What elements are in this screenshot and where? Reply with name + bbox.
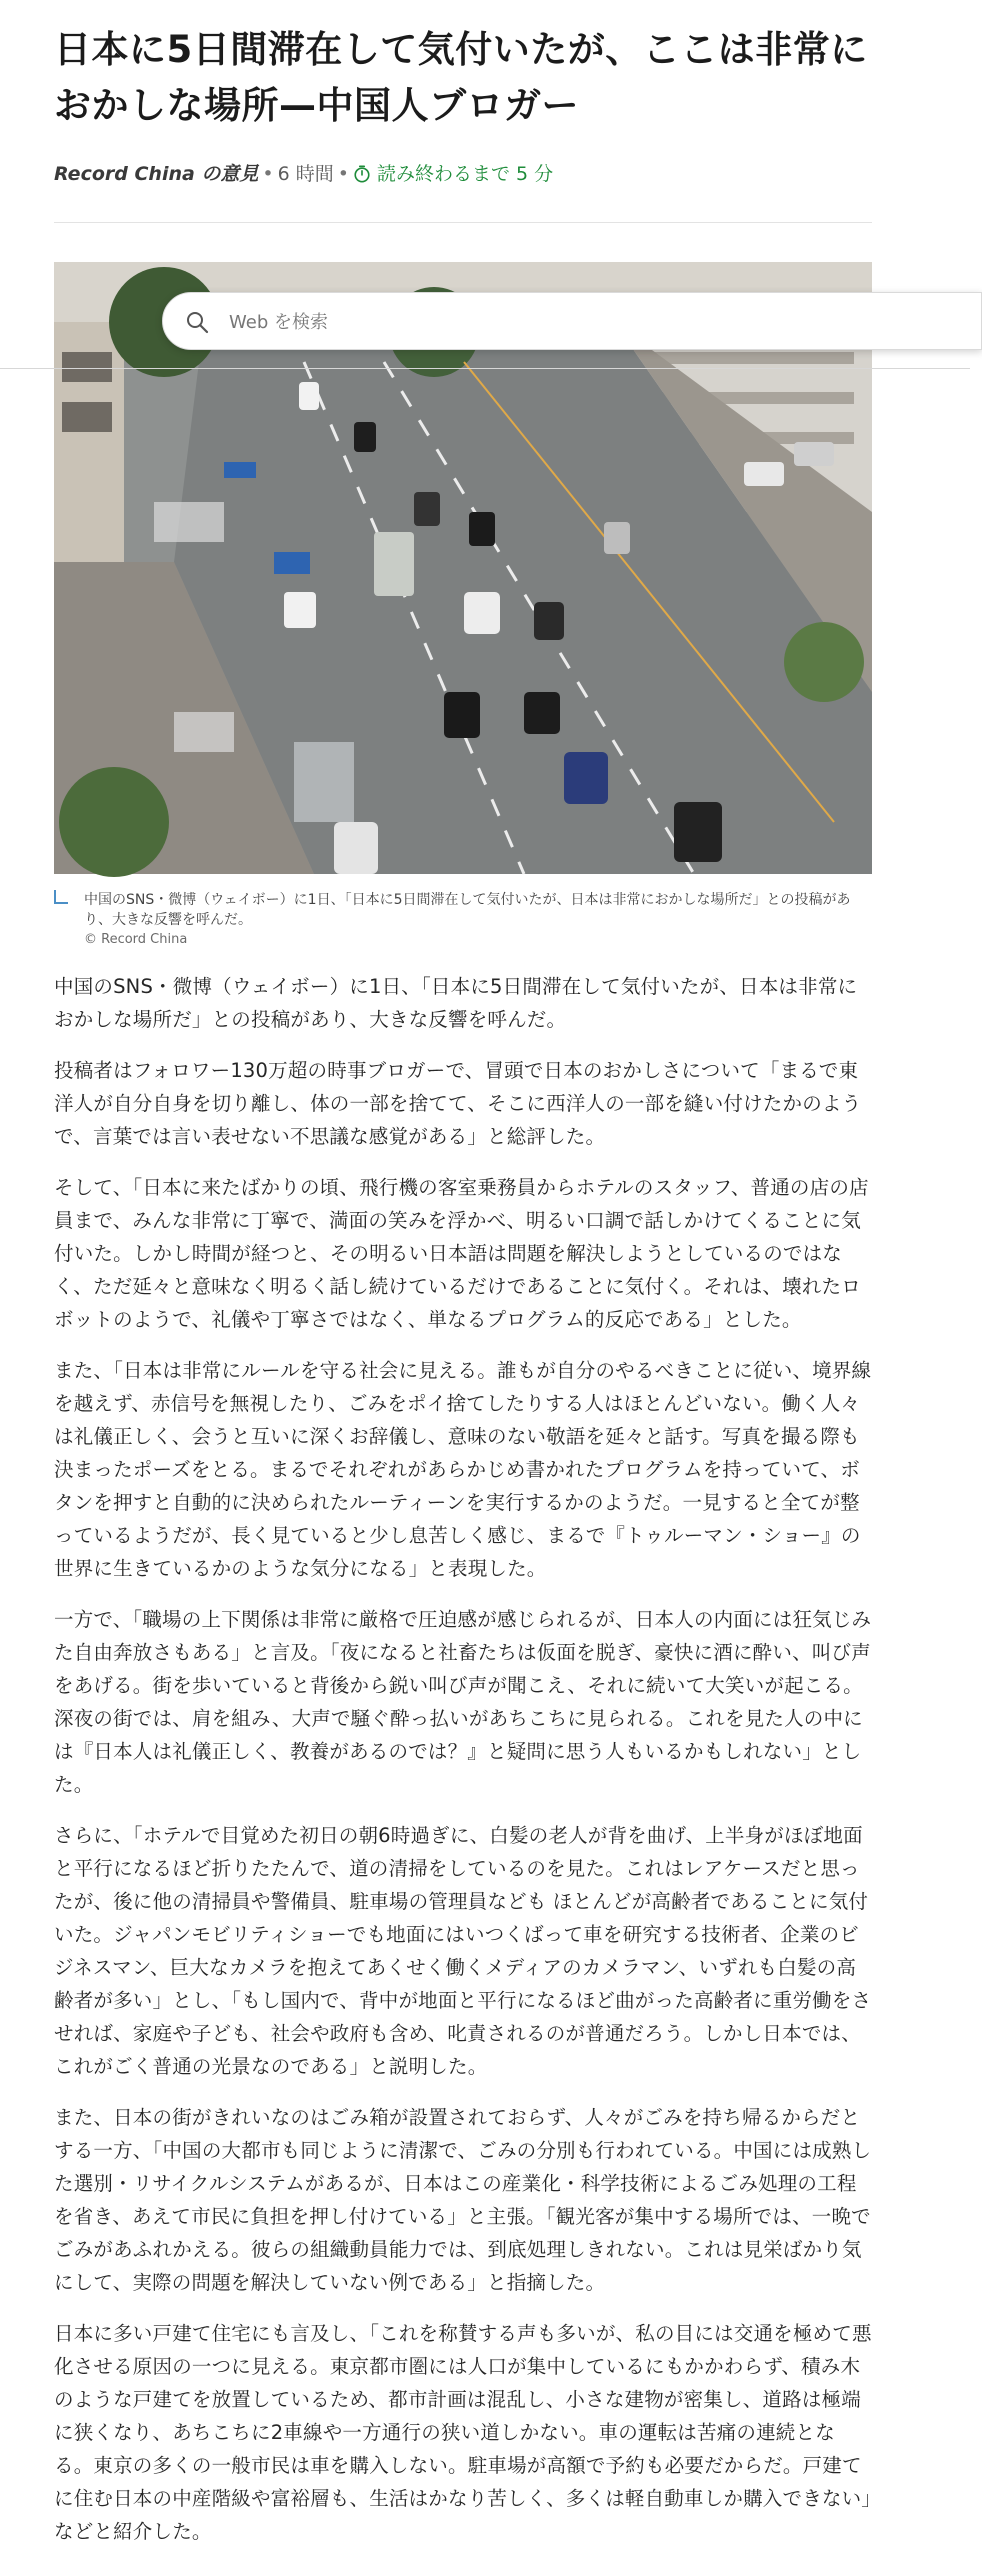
paragraph: さらに、「ホテルで目覚めた初日の朝6時過ぎに、白髪の老人が背を曲げ、上半身がほぼ地面と平行になるほど折りたたんで、道の清掃をしているのを見た。これはレアケースだと思ったが、後に他の清掃員や警備員、駐車場の管理員なども ほとんどが高齢者であることに気付いた。ジャパンモビリティショーでも地面にはいつくばって車を研究する技術者、企業のビジネスマン、巨大なカメラを抱えてあくせく働くメディアのカメラマン、いずれも白髪の高齢者が多い」とし、「もし国内で、背中が地面と平行になるほど曲がった高齢者に重労働をさせれば、家庭や子ども、社会や政府も含め、叱責されるのが普通だろう。しかし日本では、これがごく普通の光景なのである」と説明した。 [54,1824,872,2078]
byline-separator: • [262,163,274,185]
search-icon[interactable] [185,310,209,334]
source-link[interactable]: Record China の意見 [54,163,259,185]
paragraph: 日本に多い戸建て住宅にも言及し、「これを称賛する声も多いが、私の目には交通を極めて悪化させる原因の一つに見える。東京都市圏には人口が集中しているにもかかわらず、積み木のような戸建てを放置しているため、都市計画は混乱し、小さな建物が密集し、道路は極端に狭くなり、あちこちに2車線や一方通行の狭い道しかない。車の運転は苦痛の連続となる。東京の多くの一般市民は車を購入しない。駐車場が高額で予約も必要だからだ。戸建てに住む日本の中産階級や富裕層も、生活はかなり苦しく、多くは軽自動車しか購入できない」などと紹介した。 [54,2322,872,2543]
paragraph: また、日本の街がきれいなのはごみ箱が設置されておらず、人々がごみを持ち帰るからだとする一方、「中国の大都市も同じように清潔で、ごみの分別も行われている。中国には成熟した選別・リサイクルシステムがあるが、日本はこの産業化・科学技術によるごみ処理の工程を省き、あえて市民に負担を押し付けている」と主張。「観光客が集中する場所では、一晩でごみがあふれかえる。彼らの組織動員能力では、到底処理しきれない。これは見栄ばかり気にして、実際の問題を解決していない例である」と指摘した。 [54,2106,872,2294]
article-body [54,970,872,2566]
byline-separator: • [337,163,349,185]
image-caption [54,890,872,950]
search-bar[interactable] [162,292,982,350]
article-title: 日本に5日間滞在して気付いたが、ここは非常におかしな場所—中国人ブロガー [54,28,868,127]
byline [54,160,553,188]
read-time [353,163,553,185]
caption-accent [54,890,68,904]
paragraph: そして、「日本に来たばかりの頃、飛行機の客室乗務員からホテルのスタッフ、普通の店の店員まで、みんな非常に丁寧で、満面の笑みを浮かべ、明るい口調で話しかけてくることに気付いた。しかし時間が経つと、その明るい日本語は問題を解決しようとしているのではなく、ただ延々と意味なく明るく話し続けているだけであることに気付く。それは、壊れたロボットのようで、礼儀や丁寧さではなく、単なるプログラム的反応である」とした。 [54,1176,869,1331]
paragraph: 一方で、「職場の上下関係は非常に厳格で圧迫感が感じられるが、日本人の内面には狂気じみた自由奔放さもある」と言及。「夜になると社畜たちは仮面を脱ぎ、豪快に酒に酔い、叫び声をあげる。街を歩いていると背後から鋭い叫び声が聞こえ、それに続いて大笑いが起こる。深夜の街では、肩を組み、大声で騒ぐ酔っ払いがあちこちに見られる。これを見た人の中には『日本人は礼儀正しく、教養があるのでは？』と疑問に思う人もいるかもしれない」とした。 [54,1608,872,1796]
paragraph: 中国のSNS・微博（ウェイボー）に1日、「日本に5日間滞在して気付いたが、日本は非常におかしな場所だ」との投稿があり、大きな反響を呼んだ。 [54,975,858,1031]
street-photo [54,262,872,874]
header-divider [0,368,970,369]
publish-time: 6 時間 [277,163,334,185]
caption-text: 中国のSNS・微博（ウェイボー）に1日、「日本に5日間滞在して気付いたが、日本は非常におかしな場所だ」との投稿があり、大きな反響を呼んだ。 [84,892,851,928]
image-credit: © Record China [84,932,188,947]
hero-image[interactable] [54,262,872,874]
clock-icon [353,165,371,183]
paragraph: 投稿者はフォロワー130万超の時事ブロガーで、冒頭で日本のおかしさについて「まるで東洋人が自分自身を切り離し、体の一部を捨てて、そこに西洋人の一部を縫い付けたかのようで、言葉では言い表せない不思議な感覚がある」と総評した。 [54,1059,862,1148]
read-time-label: 読み終わるまで 5 分 [377,163,554,185]
divider [54,222,872,223]
paragraph: また、「日本は非常にルールを守る社会に見える。誰もが自分のやるべきことに従い、境界線を越えず、赤信号を無視したり、ごみをポイ捨てしたりする人はほとんどいない。働く人々は礼儀正しく、会うと互いに深くお辞儀し、意味のない敬語を延々と話す。写真を撮る際も決まったポーズをとる。まるでそれぞれがあらかじめ書かれたプログラムを持っていて、ボタンを押すと自動的に決められたルーティーンを実行するかのようだ。一見すると全てが整っているようだが、長く見ていると少し息苦しく感じ、まるで『トゥルーマン・ショー』の世界に生きているかのような気分になる」と表現した。 [54,1359,872,1580]
search-input[interactable] [229,307,829,337]
